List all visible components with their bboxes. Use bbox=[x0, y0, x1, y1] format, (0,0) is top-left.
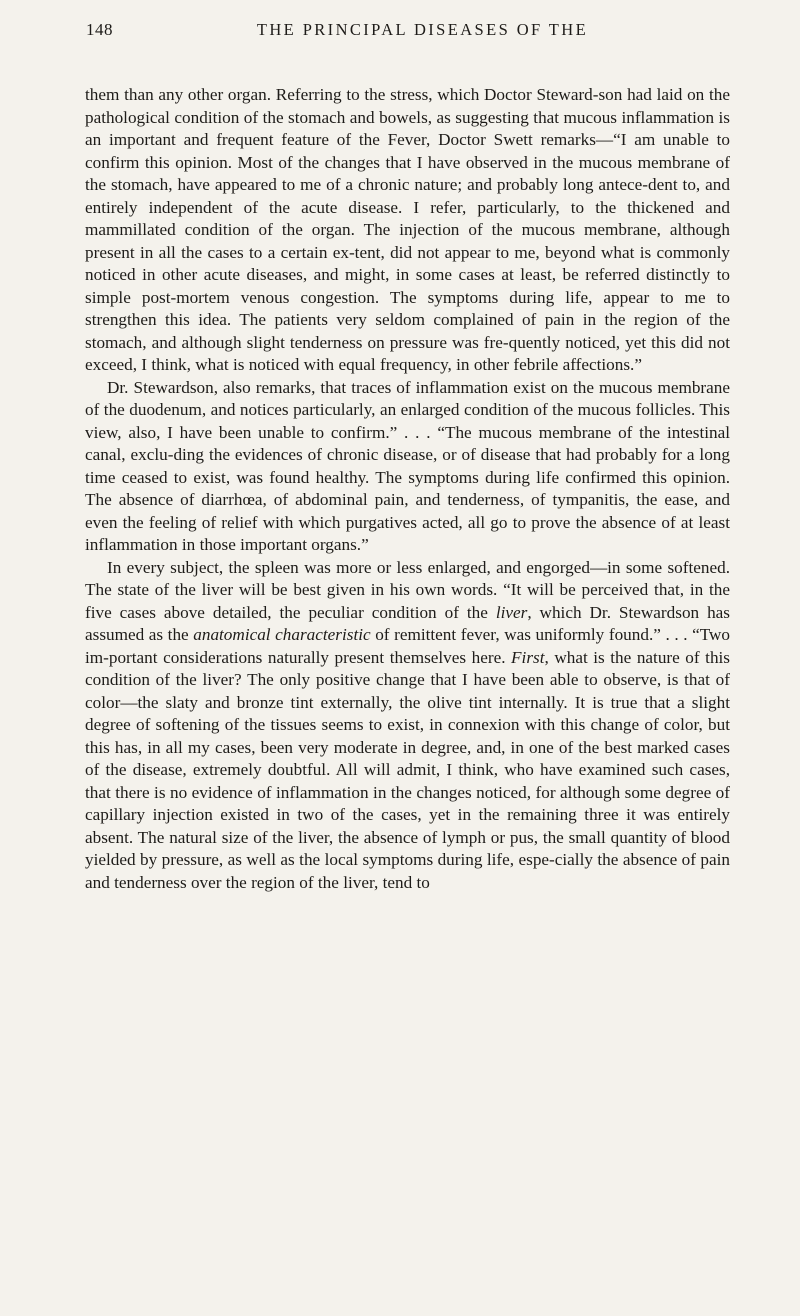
text-segment: In every subject, the spleen was more or less enlarged, and engorged—in some softened. The state of the liver will be best given in his own words. “It will be perceived that, in the five cases above detailed, the peculiar condition of the bbox=[85, 557, 730, 622]
italic-text-segment: First bbox=[511, 647, 545, 667]
italic-text-segment: anatomical characteristic bbox=[193, 625, 371, 644]
text-segment: of remittent fever, was uniformly found.” . . . “Two im-portant considerations naturally present themselves here. bbox=[85, 625, 730, 667]
text-segment: them than any other organ. Referring to the stress, which Doctor Steward-son had laid on the pathological condition of the stomach and bowels, as suggesting that mucous inflammation is an important and frequent feature of the Fever, Doctor Swett remarks—“I am unable to confirm this opinion. Most of the changes that I have observed in the mucous membrane of the stomach, have appeared to me of a chronic nature; and probably long antece-dent to, and entirely independent of the acute disease. I refer, particularly, to the thickened and mammillated condition of the organ. The injection of the mucous membrane, although present in all the cases to a certain ex-tent, did not appear to me, beyond what is commonly noticed in other acute diseases, and might, in some cases at least, be referred distinctly to simple post-mortem venous congestion. The symptoms during life, appear to me to strengthen this idea. The patients very seldom complained of pain in the region of the stomach, and although slight tenderness on pressure was fre-quently noticed, yet this did not exceed, I think, what is noticed with equal frequency, in other febrile affections.” bbox=[85, 85, 730, 374]
paragraph bbox=[85, 377, 730, 557]
paragraph bbox=[85, 84, 730, 377]
paragraph bbox=[85, 557, 730, 895]
body-text bbox=[85, 84, 730, 894]
text-segment: , which Dr. Stewardson has assumed as the bbox=[85, 602, 730, 644]
italic-text-segment: liver bbox=[495, 602, 528, 622]
text-segment: Dr. Stewardson, also remarks, that traces of inflammation exist on the mucous membrane of the duodenum, and notices particularly, an enlarged condition of the mucous follicles. This view, also, I have been unable to confirm.” . . . “The mucous membrane of the intestinal canal, exclu-ding the evidences of chronic disease, or of disease that had probably for a long time ceased to exist, was found healthy. The symptoms during life confirmed this opinion. The absence of diarrhœa, of abdominal pain, and tenderness, of tympanitis, the ease, and even the feeling of relief with which purgatives acted, all go to prove the absence of at least inflammation in those important organs.” bbox=[85, 377, 730, 554]
text-segment: , what is the nature of this condition of the liver? The only positive change that I have been able to observe, is that of color—the slaty and bronze tint externally, the olive tint internally. It is true that a slight degree of softening of the tissues seems to exist, in connexion with this change of color, but this has, in all my cases, been very moderate in degree, and, in one of the best marked cases of the disease, extremely doubtful. All will admit, I think, who have examined such cases, that there is no evidence of inflammation in the changes noticed, for although some degree of capillary injection existed in two of the cases, yet in the remaining three it was entirely absent. The natural size of the liver, the absence of lymph or pus, the small quantity of blood yielded by pressure, as well as the local symptoms during life, espe-cially the absence of pain and tenderness over the region of the liver, tend to bbox=[85, 647, 730, 892]
running-head bbox=[85, 14, 730, 44]
running-title: THE PRINCIPAL DISEASES OF THE bbox=[256, 20, 589, 39]
page-number: 148 bbox=[86, 20, 113, 39]
